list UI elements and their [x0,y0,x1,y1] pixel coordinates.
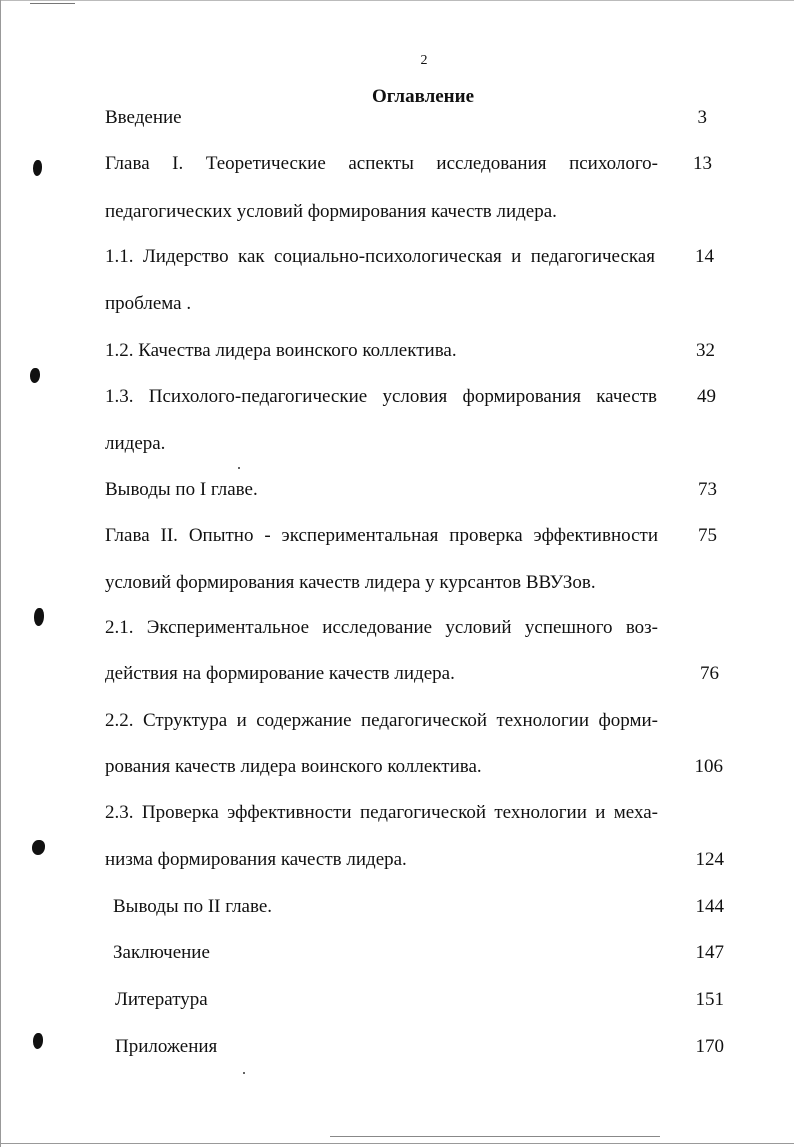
toc-entry-text: рования качеств лидера воинского коллектива. [105,756,482,777]
punch-hole-mark [33,160,42,176]
toc-entry-page: 49 [697,386,716,407]
toc-entry-text: 2.1. Экспериментальное исследование условий успешного воз- [105,617,658,638]
punch-hole-mark [32,840,45,855]
toc-entry-page: 124 [695,849,724,870]
toc-entry-text: педагогических условий формирования качеств лидера. [105,201,557,222]
toc-entry-text: 1.3. Психолого-педагогические условия формирования качеств [105,386,657,407]
toc-entry-text: Глава II. Опытно - экспериментальная проверка эффективности [105,525,658,546]
scan-bottom-edge [0,1143,794,1144]
page-number: 2 [420,53,428,68]
toc-entry-text: низма формирования качеств лидера. [105,849,407,870]
toc-entry-page: 75 [698,525,717,546]
toc-entry-text: Глава I. Теоретические аспекты исследования психолого- [105,153,658,174]
toc-entry-page: 13 [693,153,712,174]
page-title: Оглавление [371,86,475,107]
toc-entry-page: 32 [696,340,715,361]
toc-entry-text: 2.2. Структура и содержание педагогической технологии форми- [105,710,658,731]
scan-bottom-mark [330,1136,660,1137]
toc-entry-page: 14 [695,246,714,267]
toc-entry-text: Приложения [115,1036,218,1057]
toc-entry-page: 151 [695,989,724,1010]
scan-speck [238,467,240,469]
toc-entry-text: 1.1. Лидерство как социально-психологическая и педагогическая [105,246,655,267]
toc-entry-text: 2.3. Проверка эффективности педагогической технологии и меха- [105,802,658,823]
toc-entry-text: 1.2. Качества лидера воинского коллектива. [105,340,457,361]
toc-entry-page: 76 [700,663,719,684]
toc-entry-page: 170 [695,1036,724,1057]
toc-entry-page: 147 [695,942,724,963]
scan-speck [243,1072,245,1074]
toc-entry-text: действия на формирование качеств лидера. [105,663,455,684]
toc-entry-text: Заключение [113,942,210,963]
toc-entry-page: 144 [695,896,724,917]
toc-entry-text: условий формирования качеств лидера у курсантов ВВУЗов. [105,572,596,593]
toc-entry-page: 3 [697,107,707,128]
toc-entry-page: 73 [698,479,717,500]
toc-entry-page: 106 [694,756,723,777]
punch-hole-mark [30,368,40,383]
scan-top-edge [0,0,794,1]
toc-entry-text: Выводы по I главе. [105,479,258,500]
toc-entry-text: лидера. [105,433,166,454]
punch-hole-mark [33,1033,43,1049]
toc-entry-text: проблема . [105,293,192,314]
toc-entry-text: Введение [105,107,182,128]
scan-left-edge [0,0,1,1147]
punch-hole-mark [34,608,44,626]
toc-entry-text: Литература [115,989,208,1010]
toc-entry-text: Выводы по II главе. [113,896,273,917]
scan-top-mark [30,3,75,4]
